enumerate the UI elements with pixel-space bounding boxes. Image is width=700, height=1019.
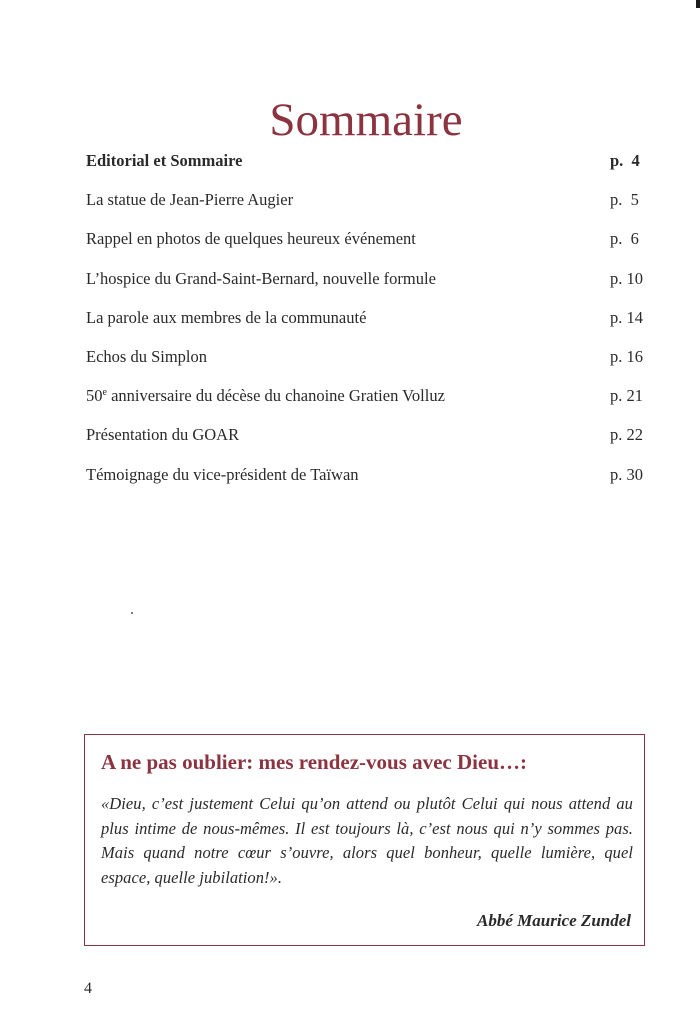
toc-entry-page: p. 4 <box>610 151 640 170</box>
toc-entry-label: Rappel en photos de quelques heureux événement <box>86 229 416 249</box>
toc-entry-label: La statue de Jean-Pierre Augier <box>86 190 294 210</box>
toc-entry-photos <box>86 228 648 267</box>
page-title: Sommaire <box>269 94 463 146</box>
toc-entry-label: Présentation du GOAR <box>86 425 240 445</box>
toc-entry-label <box>86 385 445 407</box>
table-of-contents <box>86 150 648 503</box>
toc-entry-label: La parole aux membres de la communauté <box>86 307 367 327</box>
toc-entry-page: p. 10 <box>610 268 643 288</box>
toc-entry-anniversaire <box>86 385 648 424</box>
toc-entry-taiwan <box>86 464 648 503</box>
quote-box <box>84 734 645 946</box>
toc-entry-label: Echos du Simplon <box>86 346 208 366</box>
page-number: 4 <box>84 980 92 997</box>
toc-entry-label: L’hospice du Grand-Saint-Bernard, nouvelle formule <box>86 268 436 288</box>
quote-text: «Dieu, c’est justement Celui qu’on attend ou plutôt Celui qui nous attend au plus intime de nous-mêmes. Il est toujours là, c’est nous qui n’y sommes pas. Mais quand notre cœur s’ouvre, alors quel bonheur, quelle lumière, quel espace, quelle jubilation!». <box>101 794 633 887</box>
toc-entry-page: p. 16 <box>610 346 643 366</box>
toc-entry-label-text: anniversaire du décèse du chanoine Gratien Volluz <box>106 386 445 406</box>
toc-entry-page: p. 30 <box>610 464 643 484</box>
toc-entry-label-superscript: e <box>102 387 107 399</box>
print-speck <box>131 612 133 614</box>
toc-entry-label-number: 50 <box>86 386 103 406</box>
toc-entry-statue <box>86 189 648 228</box>
toc-entry-label: Editorial et Sommaire <box>86 151 243 170</box>
toc-entry-page: p. 22 <box>610 425 643 445</box>
quote-author: Abbé Maurice Zundel <box>477 911 631 930</box>
toc-entry-editorial <box>86 150 648 189</box>
toc-entry-page: p. 21 <box>610 386 643 406</box>
toc-entry-goar <box>86 424 648 463</box>
toc-entry-hospice <box>86 268 648 307</box>
toc-entry-parole <box>86 307 648 346</box>
toc-entry-page: p. 5 <box>610 190 639 210</box>
toc-entry-page: p. 14 <box>610 307 643 327</box>
toc-entry-simplon <box>86 346 648 385</box>
toc-entry-page: p. 6 <box>610 229 639 249</box>
toc-entry-label: Témoignage du vice-président de Taïwan <box>86 464 359 484</box>
corner-mark <box>696 0 700 8</box>
quote-box-heading: A ne pas oublier: mes rendez-vous avec Dieu…: <box>101 750 527 774</box>
